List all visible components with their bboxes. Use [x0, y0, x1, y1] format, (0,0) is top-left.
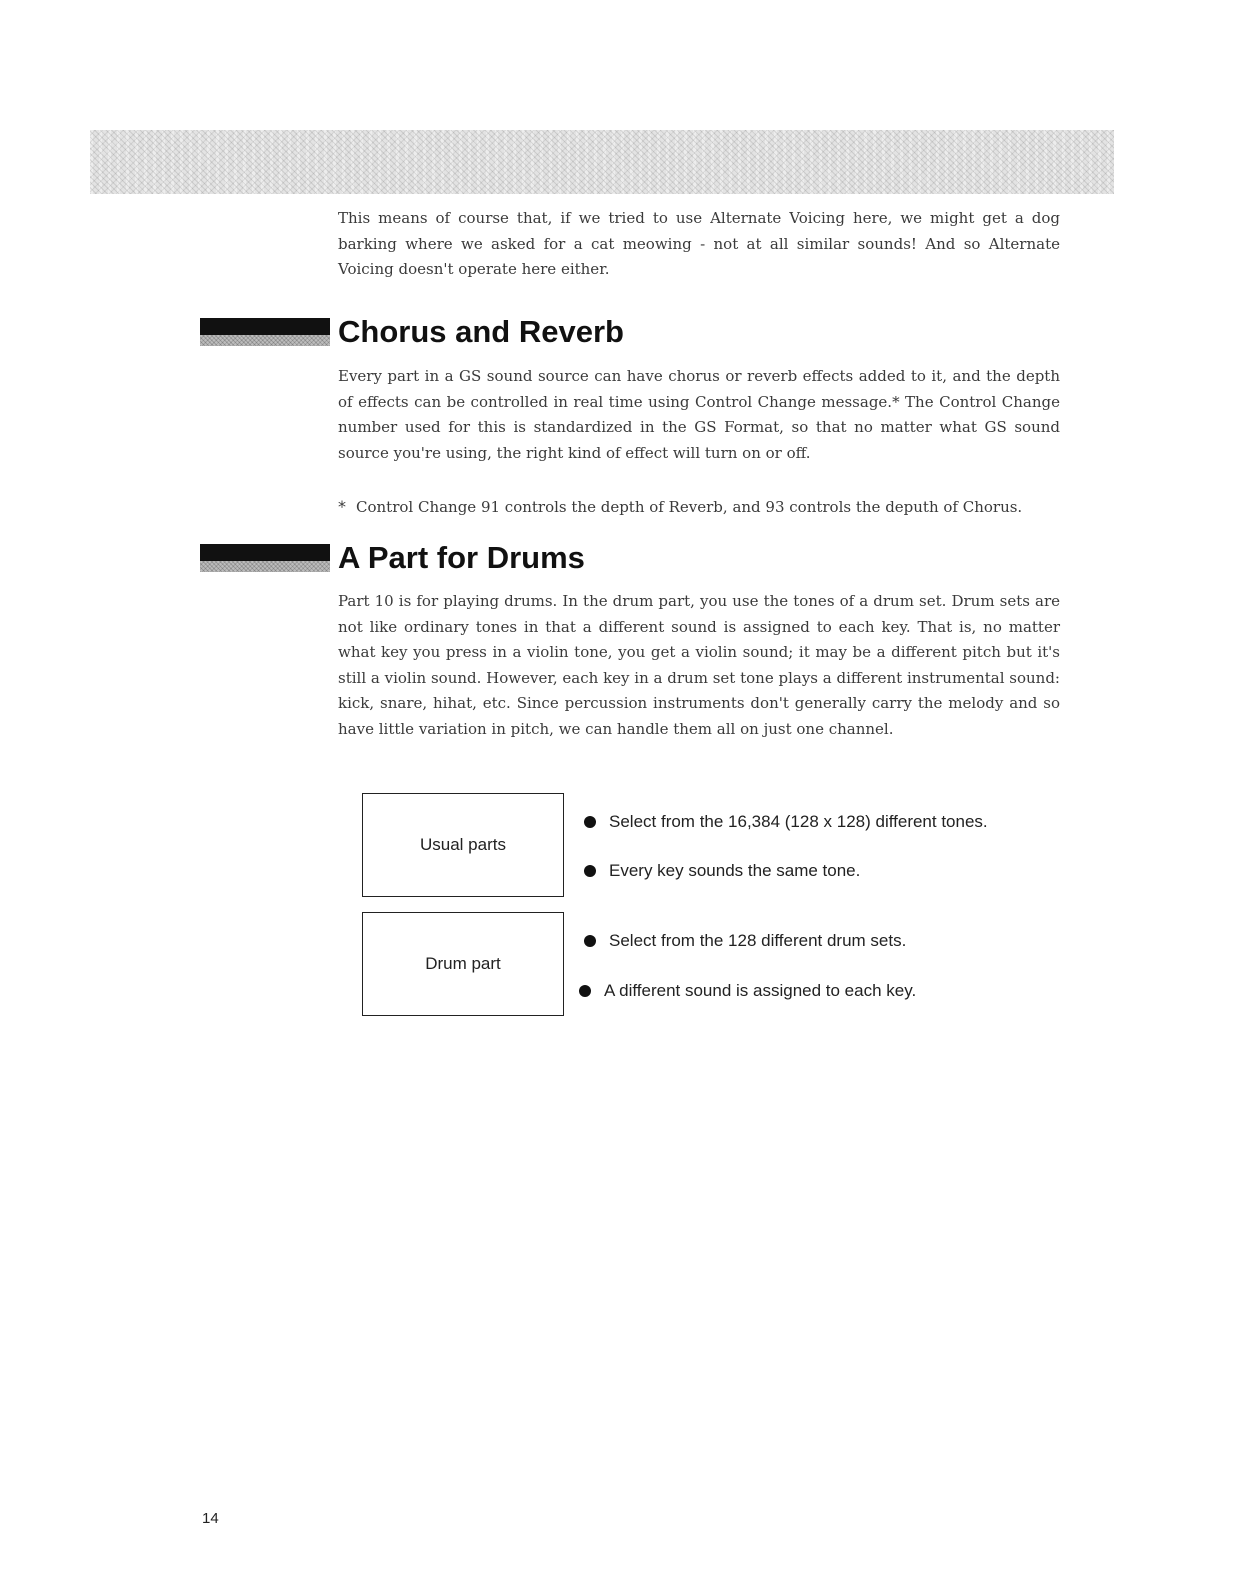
footnote: [338, 497, 1022, 516]
intro-paragraph: This means of course that, if we tried to use Alternate Voicing here, we might get a dog barking where we asked for a cat meowing - not at all similar sounds! And so Alternate Voicing doesn't operate here either.: [338, 209, 1060, 278]
bullet-dot-icon: [584, 816, 596, 828]
header-texture-band: [90, 130, 1114, 194]
usual-bullet-1: [584, 812, 988, 832]
footnote-asterisk: *: [338, 497, 346, 516]
section-marker-drums: [200, 544, 330, 572]
footnote-text: Control Change 91 controls the depth of Reverb, and 93 controls the deputh of Chorus.: [356, 498, 1023, 516]
usual-bullet-2: [584, 861, 860, 881]
usual-parts-label: Usual parts: [420, 835, 506, 854]
section-title-chorus-reverb: Chorus and Reverb: [338, 314, 624, 349]
bullet-dot-icon: [584, 935, 596, 947]
page-number: 14: [202, 1510, 219, 1527]
drum-part-box: [362, 912, 564, 1016]
drum-bullet-2-text: A different sound is assigned to each key.: [604, 981, 917, 1000]
section-title-drums: A Part for Drums: [338, 540, 585, 575]
usual-parts-box: [362, 793, 564, 897]
drum-bullet-2: [579, 981, 916, 1001]
chorus-reverb-paragraph: Every part in a GS sound source can have chorus or reverb effects added to it, and the depth of effects can be controlled in real time using Control Change message.* The Control Change number used for this is standardized in the GS Format, so that no matter what GS sound source you're using, the right kind of effect will turn on or off.: [338, 367, 1060, 462]
drum-bullet-1-text: Select from the 128 different drum sets.: [609, 931, 907, 950]
section-marker-chorus: [200, 318, 330, 346]
usual-bullet-2-text: Every key sounds the same tone.: [609, 861, 861, 880]
drum-bullet-1: [584, 931, 906, 951]
bullet-dot-icon: [579, 985, 591, 997]
bullet-dot-icon: [584, 865, 596, 877]
usual-bullet-1-text: Select from the 16,384 (128 x 128) different tones.: [609, 812, 988, 831]
drums-paragraph: Part 10 is for playing drums. In the drum part, you use the tones of a drum set. Drum sets are not like ordinary tones in that a different sound is assigned to each key. That is, no matter what key you press in a violin tone, you get a violin sound; it may be a different pitch but it's still a violin sound. However, each key in a drum set tone plays a different instrumental sound: kick, snare, hihat, etc. Since percussion instruments don't generally carry the melody and so have little variation in pitch, we can handle them all on just one channel.: [338, 592, 1060, 738]
drum-part-label: Drum part: [425, 954, 501, 973]
